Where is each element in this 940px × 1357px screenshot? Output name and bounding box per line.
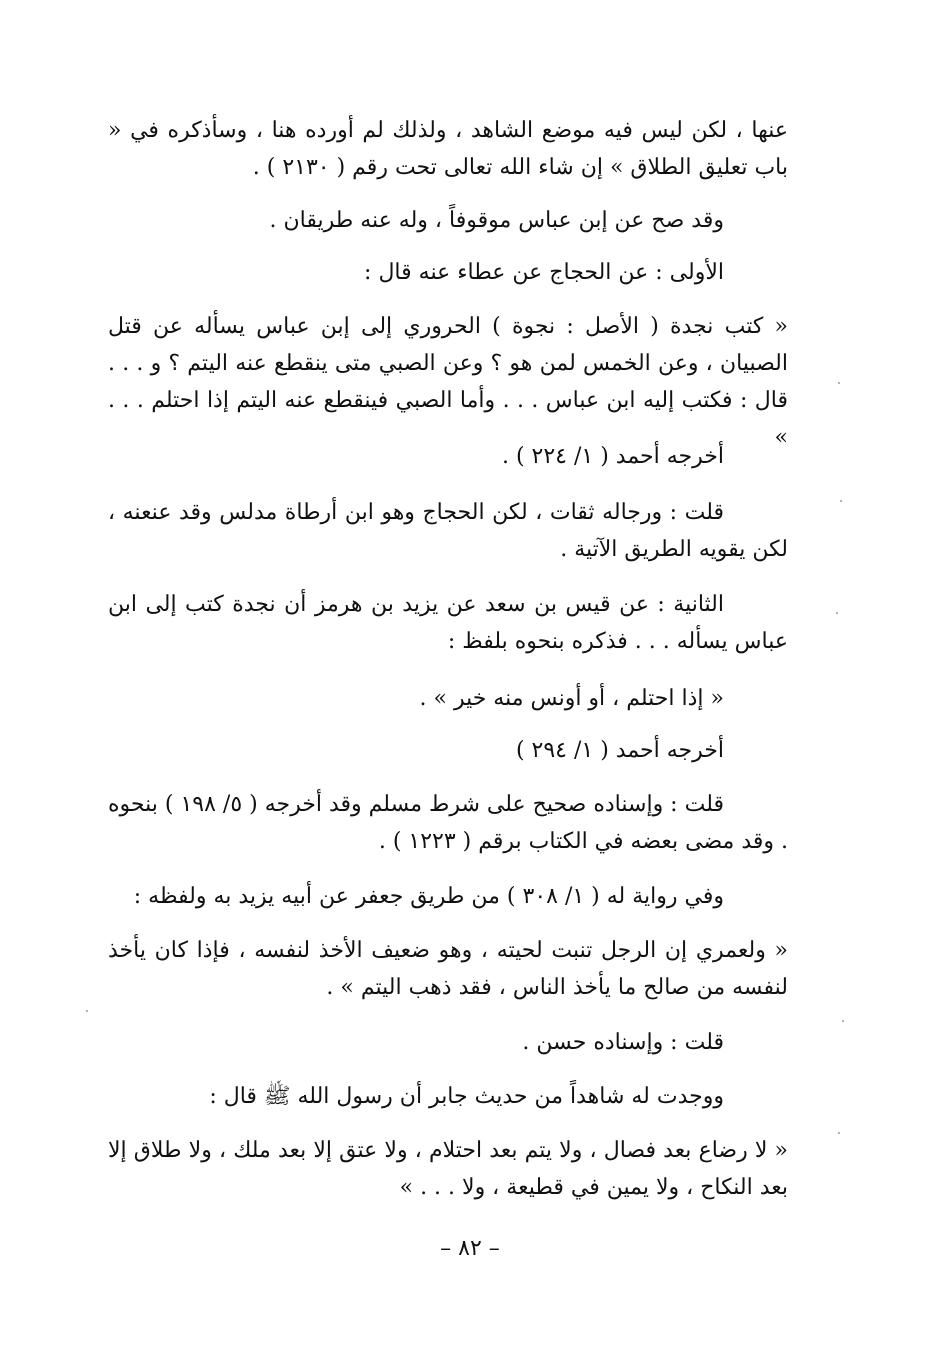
scan-speck	[86, 1010, 88, 1012]
scan-speck	[838, 382, 840, 384]
paragraph: وفي رواية له ( ١/ ٣٠٨ ) من طريق جعفر عن أبيه يزيد به ولفظه :	[133, 884, 724, 909]
paragraph-block	[108, 878, 788, 915]
paragraph-block	[108, 1132, 788, 1206]
paragraph-block	[108, 308, 788, 456]
quote-paragraph: « لا رضاع بعد فصال ، ولا يتم بعد احتلام ، ولا عتق إلا بعد ملك ، ولا طلاق إلا بعد النكاح ، ولا يمين في قطيعة ، ولا . . . »	[108, 1138, 788, 1200]
citation-paragraph: أخرجه أحمد ( ١/ ٢٢٤ ) .	[501, 444, 724, 469]
paragraph: عنها ، لكن ليس فيه موضع الشاهد ، ولذلك لم أورده هنا ، وسأذكره في « باب تعليق الطلاق » إن شاء الله تعالى تحت رقم ( ٢١٣٠ ) .	[108, 118, 788, 180]
paragraph: قلت : ورجاله ثقات ، لكن الحجاج وهو ابن أرطاة مدلس وقد عنعنه ، لكن يقويه الطريق الآتية .	[108, 500, 788, 562]
paragraph-block	[108, 494, 788, 568]
paragraph: الثانية : عن قيس بن سعد عن يزيد بن هرمز أن نجدة كتب إلى ابن عباس يسأله . . . فذكره بنحوه بلفظ :	[108, 592, 788, 654]
paragraph: وقد صح عن إبن عباس موقوفاً ، وله عنه طريقان .	[269, 208, 724, 233]
paragraph-block	[108, 254, 788, 291]
paragraph-block	[108, 438, 788, 475]
page-number: – ٨٢ –	[440, 1236, 500, 1261]
paragraph: ووجدت له شاهداً من حديث جابر أن رسول الله ﷺ قال :	[209, 1084, 724, 1109]
paragraph-block	[108, 202, 788, 239]
paragraph-block	[108, 1024, 788, 1061]
paragraph-block	[108, 786, 788, 860]
quote-paragraph: « ولعمري إن الرجل تنبت لحيته ، وهو ضعيف الأخذ لنفسه ، فإذا كان يأخذ لنفسه من صالح ما يأخذ الناس ، فقد ذهب اليتم » .	[108, 938, 788, 1000]
quote-paragraph: « كتب نجدة ( الأصل : نجوة ) الحروري إلى إبن عباس يسأله عن قتل الصبيان ، وعن الخمس لمن هو ؟ وعن الصبي متى ينقطع عنه اليتم ؟ و . . . قال : فكتب إليه ابن عباس . . . وأما الصبي فينقطع عنه اليتم إذا احتلم . . . »	[108, 314, 788, 450]
paragraph: قلت : وإسناده صحيح على شرط مسلم وقد أخرجه ( ٥/ ١٩٨ ) بنحوه . وقد مضى بعضه في الكتاب برقم ( ١٢٢٣ ) .	[108, 792, 788, 854]
scan-speck	[836, 612, 838, 614]
paragraph-block	[108, 732, 788, 769]
scan-speck	[840, 500, 842, 502]
paragraph-block	[108, 680, 788, 717]
scan-speck	[838, 1132, 840, 1134]
paragraph-block	[108, 1078, 788, 1115]
paragraph-block	[108, 586, 788, 660]
citation-paragraph: أخرجه أحمد ( ١/ ٢٩٤ )	[515, 738, 724, 763]
paragraph-block	[108, 112, 788, 186]
paragraph-block	[108, 932, 788, 1006]
paragraph: قلت : وإسناده حسن .	[522, 1030, 724, 1055]
quote-paragraph: « إذا احتلم ، أو أونس منه خير » .	[419, 686, 724, 711]
paragraph: الأولى : عن الحجاج عن عطاء عنه قال :	[364, 260, 724, 285]
scan-speck	[842, 1020, 844, 1022]
